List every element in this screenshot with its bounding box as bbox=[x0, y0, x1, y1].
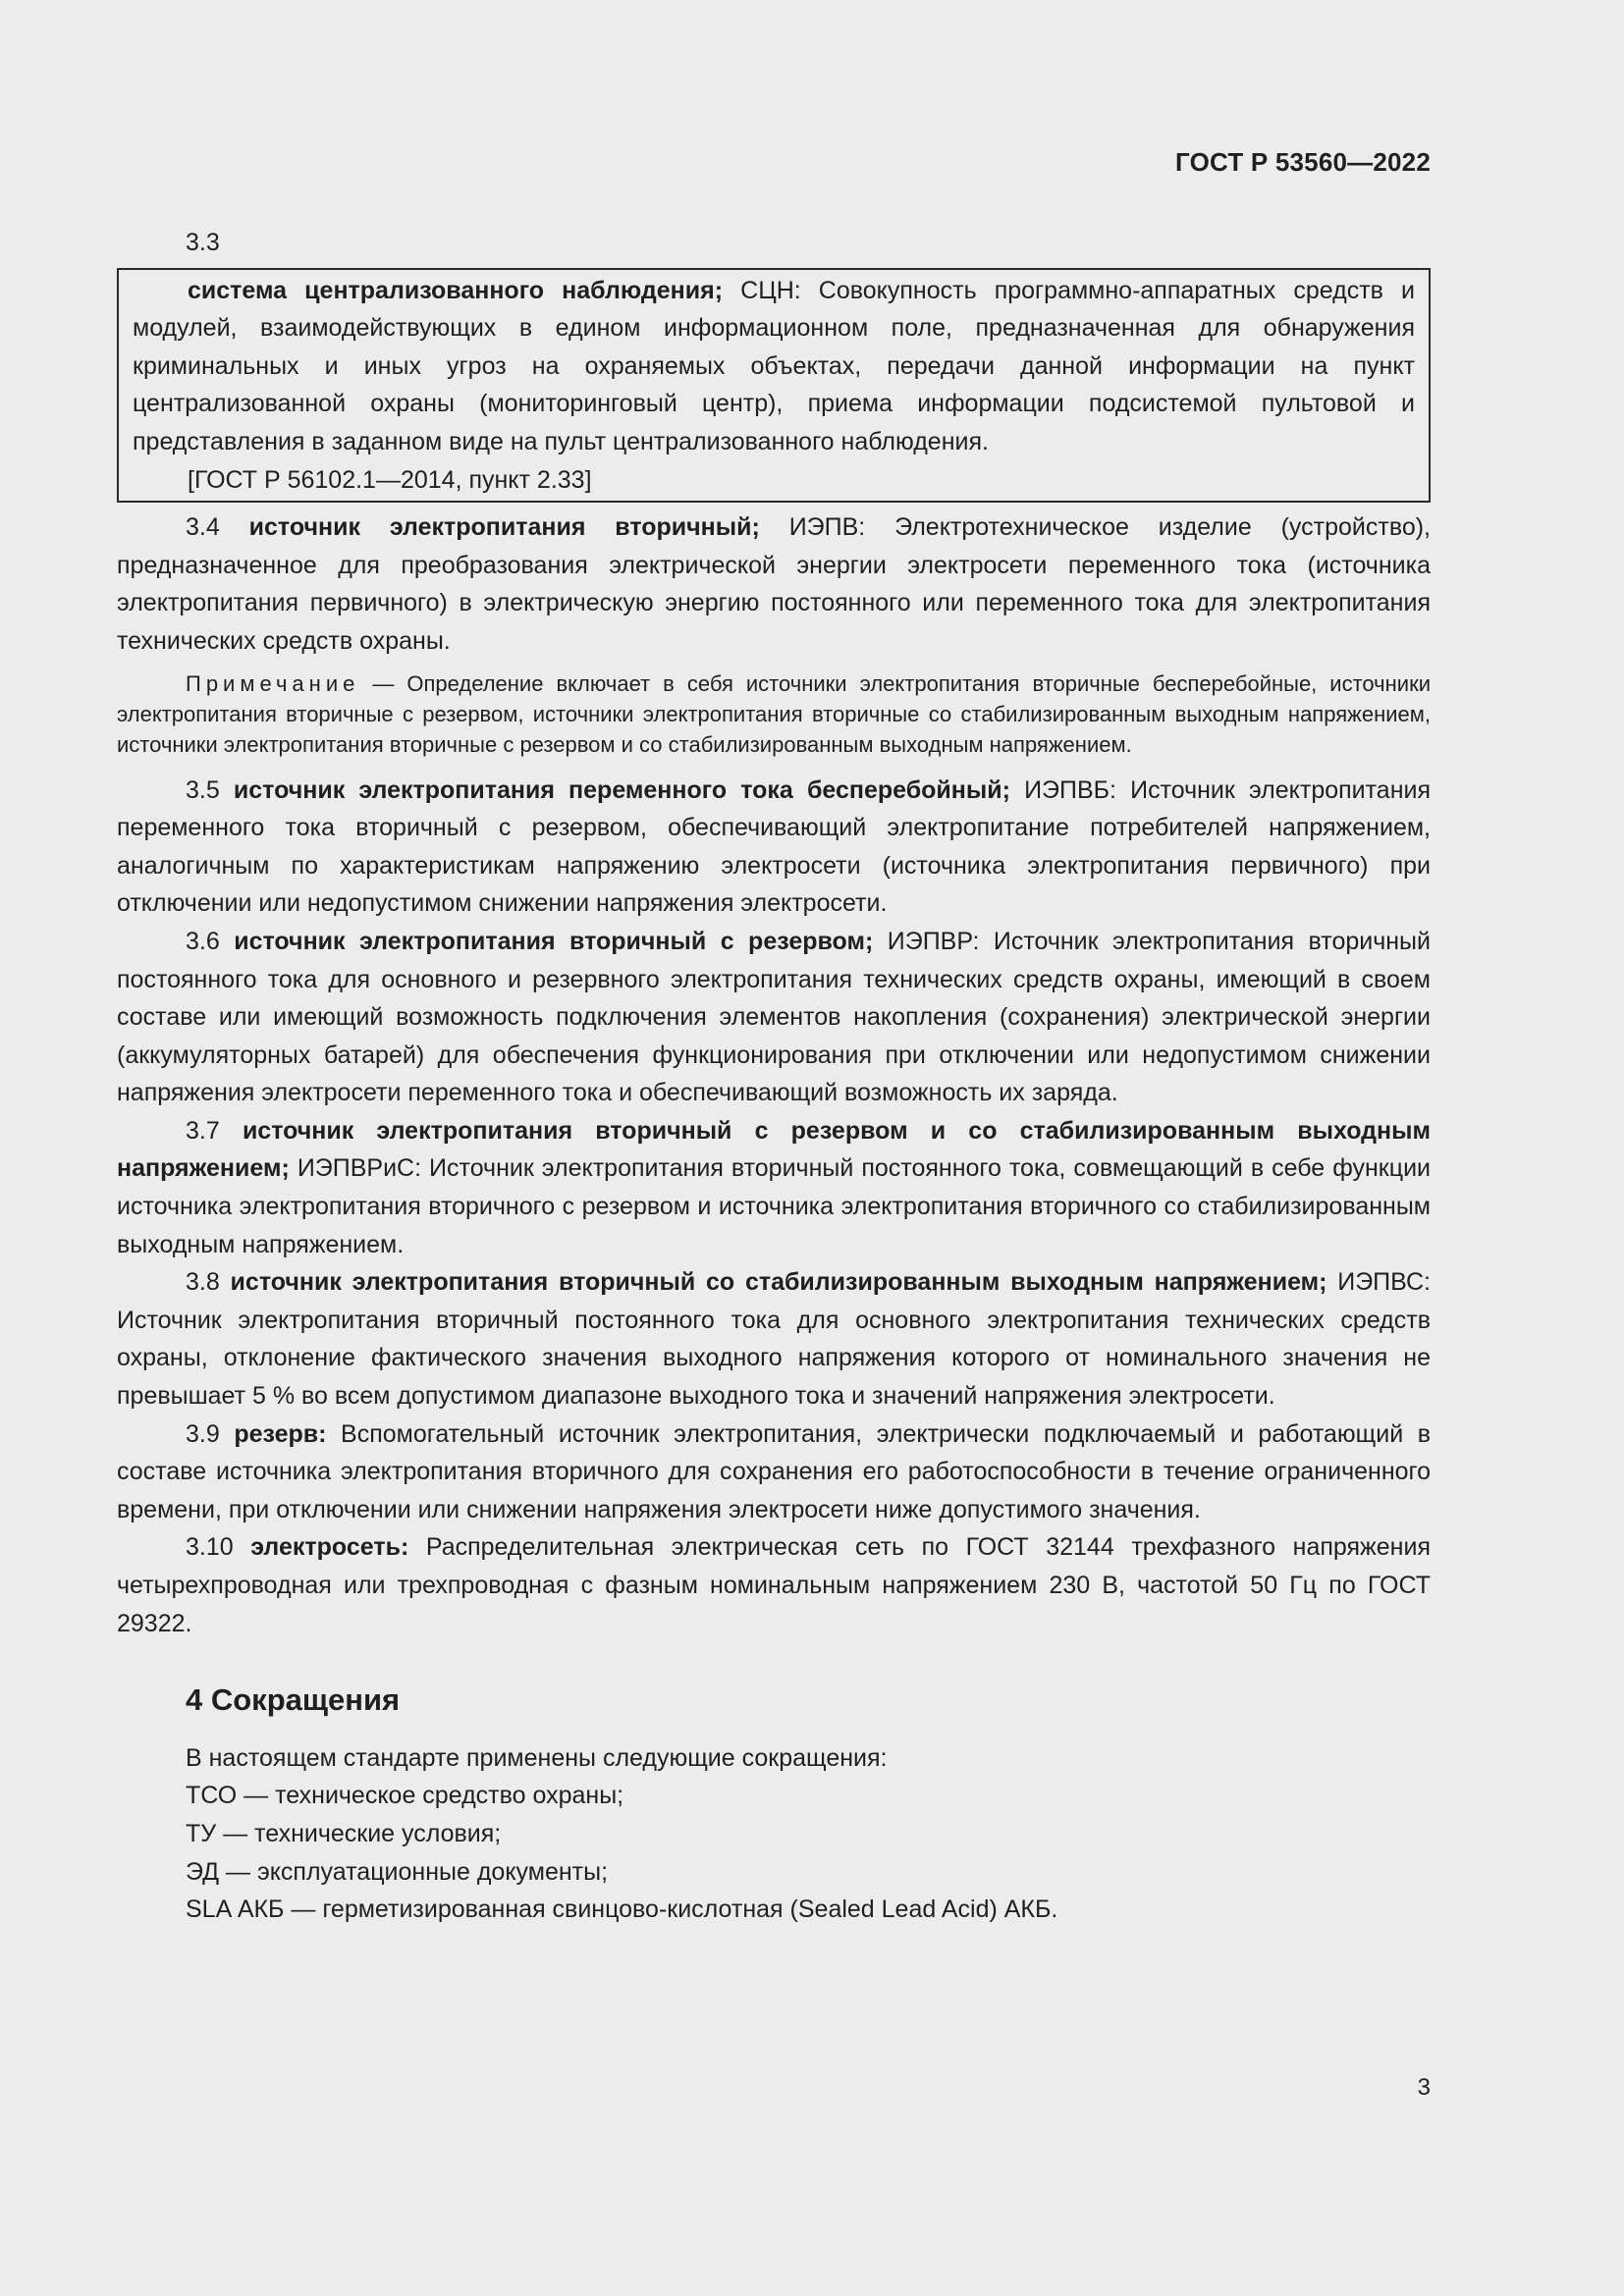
clause-3-8 bbox=[117, 1263, 1431, 1415]
section-title-abbreviations: 4 Сокращения bbox=[186, 1682, 401, 1718]
clause-number-3-8: 3.8 bbox=[186, 1268, 220, 1297]
definition-3-10: Распределительная электрическая сеть по ГОСТ 32144 трехфазного напряжения четырехпроводная или трехпроводная с фазным номинальным напряжением 230 В, частотой 50 Гц по ГОСТ 29322. bbox=[117, 1533, 1431, 1637]
definition-3-6: ИЭПВР: Источник электропитания вторичный постоянного тока для основного и резервного электропитания технических средств охраны, имеющий в своем составе или имеющий возможность подключения элементов накопления (сохранения) электрической энергии (аккумуляторных батарей) для обеспечения функционирования при отключении или недопустимом снижении напряжения электросети переменного тока и обеспечивающий возможность их заряда. bbox=[117, 927, 1431, 1107]
term-3-9: резерв: bbox=[234, 1419, 327, 1448]
note bbox=[117, 668, 1431, 760]
clause-number-3-10: 3.10 bbox=[186, 1533, 234, 1562]
term-3-8: источник электропитания вторичный со стабилизированным выходным напряжением; bbox=[230, 1268, 1327, 1297]
abbreviation-item: ЭД — эксплуатационные документы; bbox=[186, 1857, 609, 1886]
quoted-definition-box bbox=[117, 268, 1431, 504]
clause-number-3-4: 3.4 bbox=[186, 513, 220, 542]
definition-3-9: Вспомогательный источник электропитания, электрически подключаемый и работающий в составе источника электропитания вторичного для сохранения его работоспособности в течение ограниченного времени, при отключении или снижении напряжения электросети ниже допустимого значения. bbox=[117, 1419, 1432, 1523]
abbreviation-item: SLA АКБ — герметизированная свинцово-кислотная (Sealed Lead Acid) АКБ. bbox=[186, 1896, 1058, 1924]
abbreviations-intro: В настоящем стандарте применены следующие сокращения: bbox=[186, 1743, 888, 1772]
note-text: — Определение включает в себя источники электропитания вторичные бесперебойные, источники электропитания вторичные с резервом, источники электропитания вторичные со стабилизированным выходным напряжением, источники электропитания вторичные с резервом и со стабилизированным выходным напряжением. bbox=[117, 670, 1431, 757]
clause-3-9 bbox=[117, 1415, 1431, 1529]
abbreviation-item: ТУ — технические условия; bbox=[186, 1819, 502, 1847]
definition-3-7: ИЭПВРиС: Источник электропитания вторичный постоянного тока, совмещающий в себе функции источника электропитания вторичного с резервом и источника электропитания вторичного со стабилизированным выходным напряжением. bbox=[117, 1154, 1431, 1258]
note-label: Примечание bbox=[186, 670, 360, 696]
term-3-6: источник электропитания вторичный с резервом; bbox=[234, 927, 874, 955]
clause-3-10 bbox=[117, 1528, 1431, 1642]
definition-3-3: СЦН: Совокупность программно-аппаратных средств и модулей, взаимодействующих в едином информационном поле, предназначенная для обнаружения криминальных и иных угроз на охраняемых объектах, передачи данной информации на пункт централизованной охраны (мониторинговый центр), приема информации подсистемой пультовой и представления в заданном виде на пульт централизованного наблюдения. bbox=[133, 276, 1416, 455]
clause-number-3-3: 3.3 bbox=[186, 229, 220, 256]
clause-3-7 bbox=[117, 1112, 1431, 1263]
term-3-5: источник электропитания переменного тока бесперебойный; bbox=[233, 775, 1010, 804]
definition-3-8: ИЭПВС: Источник электропитания вторичный постоянного тока для основного электропитания технических средств охраны, отклонение фактического значения выходного напряжения которого от номинального значения не превышает 5 % во всем допустимом диапазоне выходного тока и значений напряжения электросети. bbox=[117, 1268, 1431, 1411]
clause-3-5 bbox=[117, 772, 1431, 923]
term-3-3: система централизованного наблюдения; bbox=[188, 276, 724, 304]
clause-number-3-9: 3.9 bbox=[186, 1419, 220, 1448]
term-3-7: источник электропитания вторичный с резервом и со стабилизированным выходным напряжением; bbox=[117, 1116, 1431, 1183]
document-number: ГОСТ Р 53560—2022 bbox=[1175, 147, 1431, 177]
clause-number-3-5: 3.5 bbox=[186, 775, 220, 804]
document-body bbox=[117, 224, 1431, 1929]
definition-3-4: ИЭПВ: Электротехническое изделие (устройство), предназначенное для преобразования электрической энергии электросети переменного тока (источника электропитания первичного) в электрическую энергию постоянного или переменного тока для электропитания технических средств охраны. bbox=[117, 513, 1431, 655]
term-3-4: источник электропитания вторичный; bbox=[248, 513, 760, 542]
clause-number-3-7: 3.7 bbox=[186, 1116, 220, 1145]
definition-source: [ГОСТ Р 56102.1—2014, пункт 2.33] bbox=[188, 465, 592, 494]
term-3-10: электросеть: bbox=[250, 1533, 409, 1562]
clause-3-6 bbox=[117, 923, 1431, 1112]
definition-3-5: ИЭПВБ: Источник электропитания переменного тока вторичный с резервом, обеспечивающий электропитание потребителей напряжением, аналогичным по характеристикам напряжению электросети (источника электропитания первичного) при отключении или недопустимом снижении напряжения электросети. bbox=[117, 775, 1432, 918]
page-number: 3 bbox=[1417, 2074, 1431, 2101]
clause-number-3-6: 3.6 bbox=[186, 927, 220, 955]
clause-3-3 bbox=[133, 272, 1415, 461]
abbreviation-item: ТСО — техническое средство охраны; bbox=[186, 1782, 624, 1810]
clause-3-4 bbox=[117, 508, 1431, 660]
